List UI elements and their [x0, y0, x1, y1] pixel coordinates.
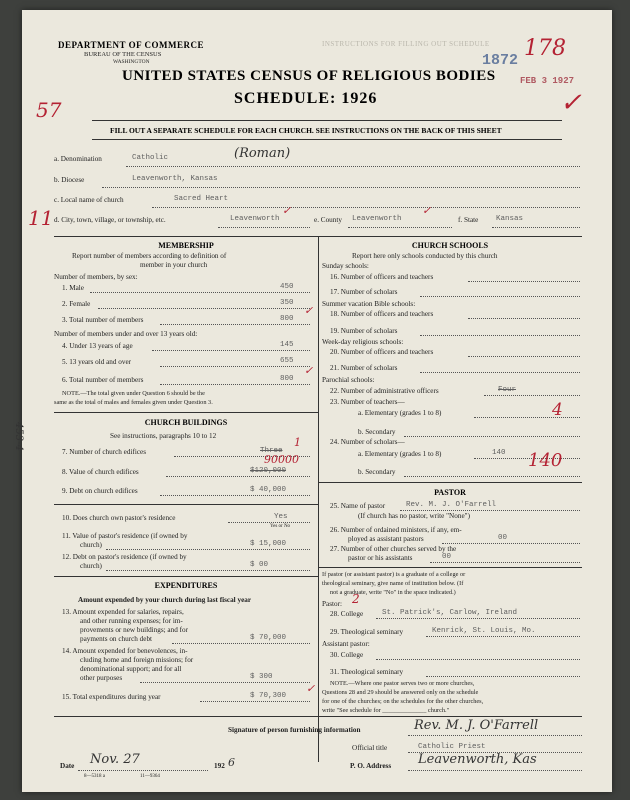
left-margin-number: 57	[36, 98, 62, 122]
q27-label-2: pastor or his assistants	[348, 554, 413, 562]
membership-rule	[54, 412, 318, 413]
sunday-label: Sunday schools:	[322, 262, 369, 270]
date-stamp: FEB 3 1927	[520, 76, 575, 86]
check-mark-icon: ✓	[282, 204, 292, 217]
q7-value: Three	[260, 447, 283, 455]
q14-label-4: other purposes	[80, 674, 123, 682]
q9-label: 9. Debt on church edifices	[62, 487, 138, 495]
check-mark-icon: ✓	[304, 304, 314, 317]
header-rule	[92, 120, 562, 121]
print-code: 11—9364	[140, 774, 160, 779]
diocese-line	[102, 187, 580, 188]
q5-value: 655	[280, 357, 294, 365]
graduate-note-2: theological seminary, give name of institution below. (If	[322, 580, 464, 587]
bureau-name: BUREAU OF THE CENSUS	[84, 51, 162, 58]
pastor-rule	[318, 567, 582, 568]
summer-label: Summer vacation Bible schools:	[322, 300, 416, 308]
graduate-note: If pastor (or assistant pastor) is a graduate of a college or	[322, 571, 466, 578]
membership-note: NOTE.—The total given under Question 6 should be the	[62, 390, 205, 397]
local-name-label: c. Local name of church	[54, 196, 124, 204]
state-value: Kansas	[496, 215, 524, 223]
q11-line	[106, 549, 310, 550]
official-title-label: Official title	[352, 744, 388, 752]
denomination-line	[126, 166, 580, 167]
q26-label-2: ployed as assistant pastors	[348, 535, 424, 543]
city-value: Leavenworth	[230, 215, 280, 223]
date-line	[78, 770, 208, 771]
q13-value: $ 70,000	[250, 634, 287, 642]
state-label: f. State	[458, 216, 479, 224]
signature-value: Rev. M. J. O'Farrell	[414, 718, 539, 733]
left-margin-mark: 11	[28, 206, 54, 230]
q8-value: $120,000	[250, 467, 287, 475]
q10-value: Yes	[274, 513, 288, 521]
q18-line	[468, 318, 580, 319]
signature-line	[408, 735, 582, 736]
q17-line	[420, 296, 580, 297]
membership-intro: Report number of members according to definition of	[72, 252, 227, 260]
q14-label-3: denominational support; and for all	[80, 665, 182, 673]
by-sex-label: Number of members, by sex:	[54, 273, 138, 281]
pastor-subheading: Pastor:	[322, 600, 342, 608]
po-address-label: P. O. Address	[350, 762, 392, 770]
q2-label: 2. Female	[62, 300, 91, 308]
signature-label: Signature of person furnishing information	[228, 726, 361, 734]
buildings-sub: See instructions, paragraphs 10 to 12	[110, 432, 217, 440]
form-title: UNITED STATES CENSUS OF RELIGIOUS BODIES	[122, 68, 496, 84]
q8-line	[166, 476, 310, 477]
year-prefix: 192	[214, 762, 225, 770]
q30-label: 30. College	[330, 651, 364, 659]
q23a-line	[474, 417, 580, 418]
local-name-line	[152, 207, 580, 208]
column-divider	[318, 236, 319, 762]
q26-line	[442, 543, 580, 544]
membership-note-2: same as the total of males and females given under Question 3.	[54, 399, 213, 406]
weekday-label: Week-day religious schools:	[322, 338, 404, 346]
q23a-label: a. Elementary (grades 1 to 8)	[358, 409, 442, 417]
membership-intro-2: member in your church	[140, 261, 208, 269]
q28-line	[376, 618, 580, 619]
faint-heading: INSTRUCTIONS FOR FILLING OUT SCHEDULE	[322, 40, 490, 48]
check-mark-icon: ✓	[304, 364, 314, 377]
q10-line	[228, 522, 310, 523]
parochial-label: Parochial schools:	[322, 376, 375, 384]
q31-line	[426, 676, 580, 677]
q4-label: 4. Under 13 years of age	[62, 342, 133, 350]
q14-label-2: cluding home and foreign missions; for	[80, 656, 194, 664]
buildings-title: CHURCH BUILDINGS	[144, 418, 228, 427]
pastor-title: PASTOR	[434, 488, 466, 497]
pastor-note-2: Questions 28 and 29 should be answered only on the schedule	[322, 689, 479, 696]
q24b-line	[404, 476, 580, 477]
po-address-value: Leavenworth, Kas	[418, 752, 537, 767]
side-note: 453-4	[13, 422, 24, 451]
instruction-line: FILL OUT A SEPARATE SCHEDULE FOR EACH CHURCH. SEE INSTRUCTIONS ON THE BACK OF THIS SHEET	[110, 126, 502, 135]
q19-line	[420, 335, 580, 336]
county-label: e. County	[314, 216, 342, 224]
q24a-value: 140	[492, 449, 506, 457]
q3-label: 3. Total number of members	[62, 316, 144, 324]
bottom-rule	[54, 716, 582, 717]
q15-value: $ 70,300	[250, 692, 287, 700]
q24a-line	[474, 458, 580, 459]
q22-label: 22. Number of administrative officers	[330, 387, 439, 395]
check-mark-icon: ✓	[306, 682, 316, 695]
denomination-value: Catholic	[132, 154, 169, 162]
q24-label: 24. Number of scholars—	[330, 438, 405, 446]
q11-label: 11. Value of pastor's residence (if owned by	[62, 532, 188, 540]
q10-hint: Yes or No	[270, 524, 291, 529]
expenditures-intro: Amount expended by your church during last fiscal year	[78, 596, 252, 604]
top-section-rule	[54, 236, 582, 237]
q30-line	[376, 659, 580, 660]
census-schedule-sheet	[13, 10, 612, 792]
q5-label: 5. 13 years old and over	[62, 358, 132, 366]
county-line	[348, 227, 452, 228]
membership-title: MEMBERSHIP	[158, 241, 214, 250]
q31-label: 31. Theological seminary	[330, 668, 404, 676]
q9-line	[160, 495, 310, 496]
graduate-note-3: not a graduate, write "No" in the space indicated.)	[330, 589, 456, 596]
city-label: d. City, town, village, or township, etc.	[54, 216, 166, 224]
schools-title: CHURCH SCHOOLS	[411, 241, 489, 250]
q13-label-3: provements or new buildings; and for	[80, 626, 188, 634]
form-code: 8—5318 a	[84, 774, 105, 779]
q28-value: St. Patrick's, Carlow, Ireland	[382, 609, 518, 617]
q24a-hand: 140	[528, 450, 563, 471]
q17-label: 17. Number of scholars	[330, 288, 398, 296]
q27-value: 00	[442, 553, 452, 561]
q14-line	[140, 682, 310, 683]
department-name: DEPARTMENT OF COMMERCE	[58, 40, 205, 50]
q29-line	[426, 636, 580, 637]
q23b-line	[404, 436, 580, 437]
q24b-label: b. Secondary	[358, 468, 396, 476]
q2-line	[98, 308, 310, 309]
q15-label: 15. Total expenditures during year	[62, 693, 161, 701]
pastor-note-3: for one of the churches; on the schedules for the other churches,	[322, 698, 484, 705]
q13-label-4: payments on church debt	[80, 635, 153, 643]
official-title-value: Catholic Priest	[418, 743, 486, 751]
q28-label: 28. College	[330, 610, 364, 618]
q1-label: 1. Male	[62, 284, 84, 292]
q15-line	[200, 701, 310, 702]
denomination-note: (Roman)	[234, 146, 291, 161]
q27-label: 27. Number of other churches served by the	[330, 545, 457, 553]
local-name-value: Sacred Heart	[174, 195, 229, 203]
pastor-mark: 2	[352, 592, 360, 606]
age-label: Number of members under and over 13 years old:	[54, 330, 198, 338]
q14-label: 14. Amount expended for benevolences, in-	[62, 647, 188, 655]
q11-label-2: church)	[80, 541, 102, 549]
assistant-subheading: Assistant pastor:	[322, 640, 370, 648]
q11-value: $ 15,000	[250, 540, 287, 548]
q25-value: Rev. M. J. O'Farrell	[406, 501, 497, 509]
q23b-label: b. Secondary	[358, 428, 396, 436]
q25-hint: (If church has no pastor, write "None")	[358, 512, 470, 520]
q29-value: Kenrick, St. Louis, Mo.	[432, 627, 536, 635]
schools-rule	[318, 482, 582, 483]
q2-value: 350	[280, 299, 294, 307]
q14-value: $ 300	[250, 673, 273, 681]
diocese-label: b. Diocese	[54, 176, 85, 184]
header-rule-2	[92, 139, 562, 140]
number-stamp: 1872	[482, 52, 519, 69]
q16-line	[468, 281, 580, 282]
q20-line	[468, 356, 580, 357]
q19-label: 19. Number of scholars	[330, 327, 398, 335]
expenditures-title: EXPENDITURES	[154, 581, 218, 590]
state-line	[492, 227, 580, 228]
q12-value: $ 00	[250, 561, 269, 569]
po-address-line	[408, 770, 582, 771]
q10-label: 10. Does church own pastor's residence	[62, 514, 176, 522]
q27-line	[430, 562, 580, 563]
q1-line	[90, 292, 310, 293]
q25-line	[400, 510, 580, 511]
q9-value: $ 40,000	[250, 486, 287, 494]
q4-line	[152, 350, 310, 351]
schools-intro: Report here only schools conducted by this church	[352, 252, 498, 260]
city-name: WASHINGTON	[113, 59, 150, 65]
q16-label: 16. Number of officers and teachers	[330, 273, 434, 281]
q12-label: 12. Debt on pastor's residence (if owned by	[62, 553, 187, 561]
buildings-bottom-rule	[54, 576, 318, 577]
q29-label: 29. Theological seminary	[330, 628, 404, 636]
q21-line	[420, 372, 580, 373]
q7-label: 7. Number of church edifices	[62, 448, 147, 456]
q1-value: 450	[280, 283, 294, 291]
q22-line	[484, 395, 580, 396]
q13-line	[172, 643, 310, 644]
year-digit: 6	[228, 756, 235, 769]
q8-hand: 90000	[264, 453, 299, 466]
q21-label: 21. Number of scholars	[330, 364, 398, 372]
buildings-rule	[54, 504, 318, 505]
q18-label: 18. Number of officers and teachers	[330, 310, 434, 318]
q13-label: 13. Amount expended for salaries, repairs,	[62, 608, 184, 616]
schedule-title: SCHEDULE: 1926	[234, 90, 378, 107]
q25-label: 25. Name of pastor	[330, 502, 386, 510]
date-label: Date	[60, 762, 75, 770]
q20-label: 20. Number of officers and teachers	[330, 348, 434, 356]
checkmark-icon: ✓	[560, 88, 582, 118]
pastor-note: NOTE.—Where one pastor serves two or more churches,	[330, 680, 475, 687]
q4-value: 145	[280, 341, 294, 349]
county-value: Leavenworth	[352, 215, 402, 223]
top-right-number: 178	[524, 36, 566, 61]
q12-line	[106, 570, 310, 571]
q7-hand: 1	[294, 436, 301, 449]
q24a-label: a. Elementary (grades 1 to 8)	[358, 450, 442, 458]
q6-line	[160, 384, 310, 385]
q22-value: Four	[498, 386, 517, 394]
q26-value: 00	[498, 534, 508, 542]
diocese-value: Leavenworth, Kansas	[132, 175, 218, 183]
q3-value: 800	[280, 315, 294, 323]
city-line	[218, 227, 310, 228]
q13-label-2: and other running expenses; for im-	[80, 617, 183, 625]
q3-line	[160, 324, 310, 325]
q6-label: 6. Total number of members	[62, 376, 144, 384]
q12-label-2: church)	[80, 562, 102, 570]
q5-line	[160, 366, 310, 367]
q26-label: 26. Number of ordained ministers, if any, em-	[330, 526, 462, 534]
q23-label: 23. Number of teachers—	[330, 398, 405, 406]
date-value: Nov. 27	[90, 752, 140, 767]
pastor-note-4: write "See schedule for ______________ church."	[322, 707, 450, 714]
q6-value: 800	[280, 375, 294, 383]
q8-label: 8. Value of church edifices	[62, 468, 139, 476]
q23a-value: 4	[552, 400, 563, 420]
denomination-label: a. Denomination	[54, 155, 102, 163]
check-mark-icon: ✓	[422, 204, 432, 217]
